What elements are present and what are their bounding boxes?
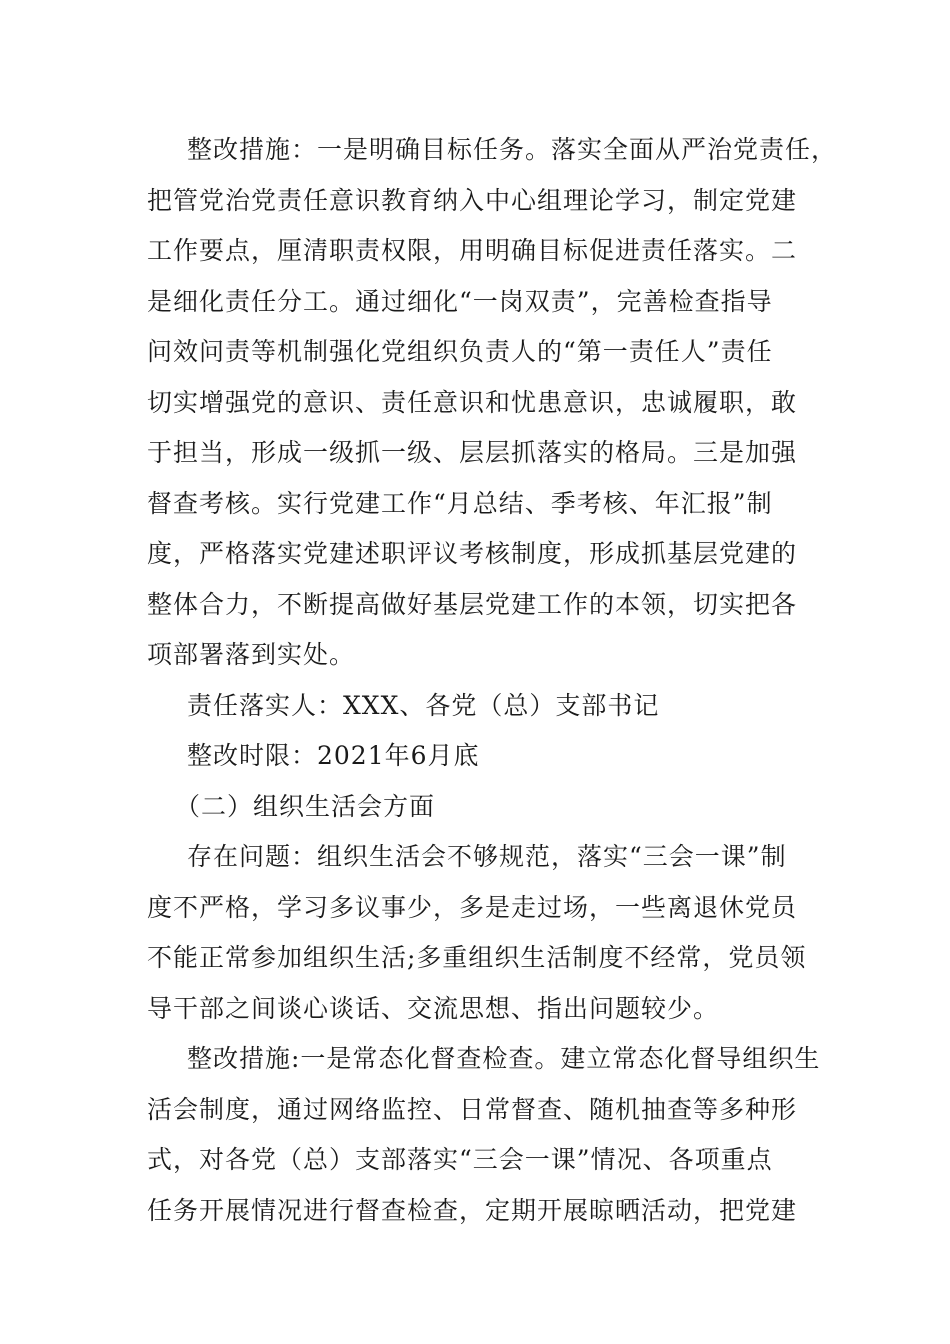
paragraph-line: 督查考核。实行党建工作“月总结、季考核、年汇报”制 [147,488,773,518]
paragraph-line: 活会制度，通过网络监控、日常督查、随机抽查等多种形 [147,1094,798,1124]
responsible-person-line: 责任落实人：XXX、各党（总）支部书记 [187,690,660,720]
paragraph-line: 切实增强党的意识、责任意识和忧患意识，忠诚履职，敢 [147,387,798,417]
paragraph-line: 整改措施:一是常态化督查检查。建立常态化督导组织生 [187,1044,821,1073]
section-heading: （二）组织生活会方面 [175,791,436,821]
paragraph-line: 工作要点，厘清职责权限，用明确目标促进责任落实。二 [147,236,798,265]
paragraph-line: 存在问题：组织生活会不够规范，落实“三会一课”制 [187,842,787,871]
paragraph-line: 度不严格，学习多议事少，多是走过场，一些离退休党员 [147,892,798,922]
paragraph-line: 是细化责任分工。通过细化“一岗双责”，完善检查指导 [147,286,773,316]
paragraph-line: 导干部之间谈心谈话、交流思想、指出问题较少。 [147,993,720,1023]
paragraph-line: 把管党治党责任意识教育纳入中心组理论学习，制定党建 [147,185,798,215]
deadline-line: 整改时限：2021年6月底 [187,741,480,770]
paragraph-line: 项部署落到实处。 [147,640,356,669]
paragraph-line: 问效问责等机制强化党组织负责人的“第一责任人”责任 [147,337,773,366]
paragraph-line: 整体合力，不断提高做好基层党建工作的本领，切实把各 [147,589,798,619]
paragraph-line: 整改措施：一是明确目标任务。落实全面从严治党责任， [187,135,838,164]
paragraph-line: 度，严格落实党建述职评议考核制度，形成抓基层党建的 [147,539,798,568]
paragraph-line: 任务开展情况进行督查检查，定期开展晾晒活动，把党建 [147,1195,798,1225]
paragraph-line: 式，对各党（总）支部落实“三会一课”情况、各项重点 [147,1145,773,1174]
paragraph-line: 不能正常参加组织生活;多重组织生活制度不经常，党员领 [147,943,807,972]
document-body [147,125,838,1236]
paragraph-line: 于担当，形成一级抓一级、层层抓落实的格局。三是加强 [147,438,798,467]
